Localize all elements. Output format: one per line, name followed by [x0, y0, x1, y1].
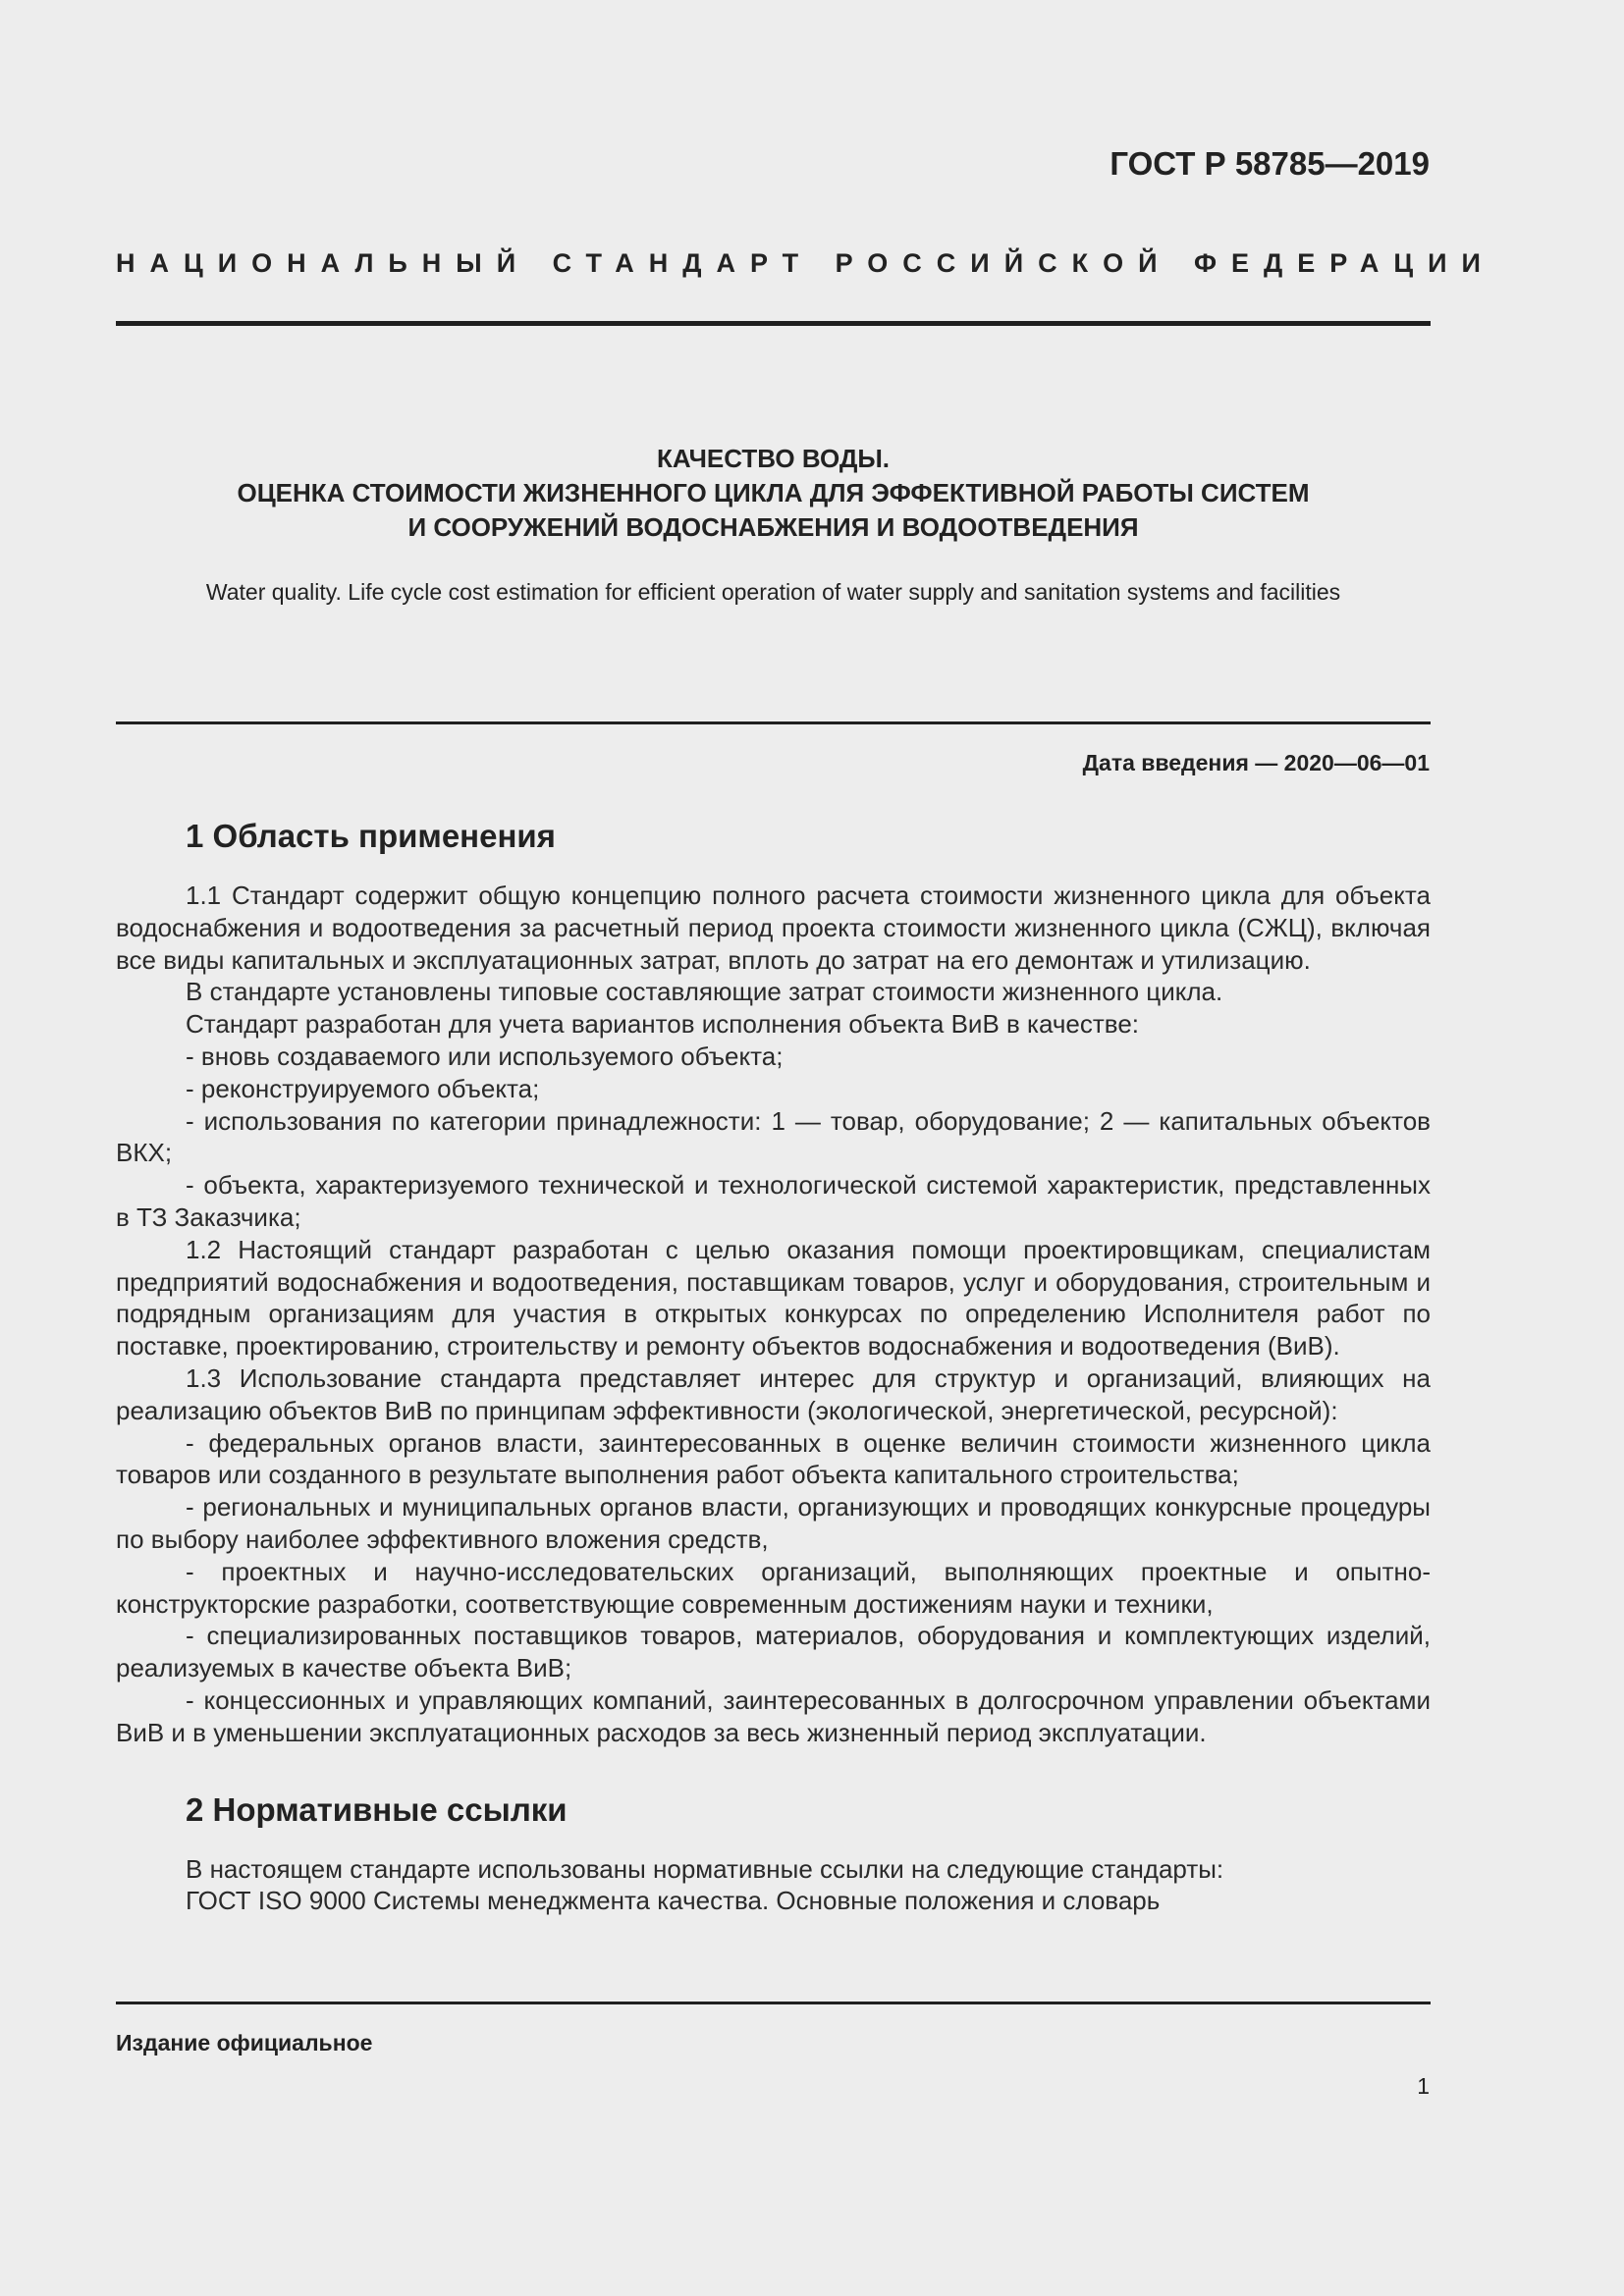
document-title-ru — [116, 442, 1431, 545]
list-item: - проектных и научно-исследовательских организаций, выполняющих проектные и опытно-конструкторские разработки, соответствующие современным достижениям науки и техники, — [116, 1556, 1431, 1619]
list-item: - объекта, характеризуемого технической и технологической системой характеристик, представленных в ТЗ Заказчика; — [116, 1170, 1431, 1232]
reference-item: ГОСТ ISO 9000 Системы менеджмента качества. Основные положения и словарь — [186, 1886, 1161, 1916]
paragraph: В стандарте установлены типовые составляющие затрат стоимости жизненного цикла. — [186, 977, 1223, 1007]
paragraph: Стандарт разработан для учета вариантов исполнения объекта ВиВ в качестве: — [186, 1009, 1140, 1040]
title-divider — [116, 721, 1431, 724]
list-item: - использования по категории принадлежности: 1 — товар, оборудование; 2 — капитальных объектов ВКХ; — [116, 1105, 1431, 1168]
edition-label: Издание официальное — [116, 2030, 373, 2056]
list-item: - реконструируемого объекта; — [186, 1073, 540, 1103]
paragraph: 1.3 Использование стандарта представляет интерес для структур и организаций, влияющих на реализацию объектов ВиВ по принципам эффективности (экологической, энергетической, ресурсной): — [116, 1362, 1431, 1425]
title-line-3: И СООРУЖЕНИЙ ВОДОСНАБЖЕНИЯ И ВОДООТВЕДЕНИЯ — [407, 512, 1139, 542]
paragraph: 1.1 Стандарт содержит общую концепцию полного расчета стоимости жизненного цикла для объекта водоснабжения и водоотведения за расчетный период проекта стоимости жизненного цикла (СЖЦ), включая все виды капитальных и эксплуатационных затрат, вплоть до затрат на его демонтаж и утилизацию. — [116, 881, 1431, 975]
document-title-en: Water quality. Life cycle cost estimation for efficient operation of water supply and sanitation systems and facilities — [205, 579, 1341, 605]
section-heading-scope: 1 Область применения — [186, 818, 556, 854]
title-line-1: КАЧЕСТВО ВОДЫ. — [656, 444, 891, 473]
list-item: - вновь создаваемого или используемого объекта; — [186, 1041, 784, 1071]
list-item: - специализированных поставщиков товаров, материалов, оборудования и комплектующих изделий, реализуемых в качестве объекта ВиВ; — [116, 1621, 1431, 1683]
header-divider — [116, 321, 1431, 326]
title-line-2: ОЦЕНКА СТОИМОСТИ ЖИЗНЕННОГО ЦИКЛА ДЛЯ ЭФФЕКТИВНОЙ РАБОТЫ СИСТЕМ — [237, 478, 1310, 507]
list-item: - региональных и муниципальных органов власти, организующих и проводящих конкурсные процедуры по выбору наиболее эффективного вложения средств, — [116, 1492, 1431, 1554]
paragraph: 1.2 Настоящий стандарт разработан с целью оказания помощи проектировщикам, специалистам предприятий водоснабжения и водоотведения, поставщикам товаров, услуг и оборудования, строительным и подрядным организациям для участия в открытых конкурсах по определению Исполнителя работ по поставке, проектированию, строительству и ремонту объектов водоснабжения и водоотведения (ВиВ). — [116, 1234, 1431, 1362]
list-item: - концессионных и управляющих компаний, заинтересованных в долгосрочном управлении объектами ВиВ и в уменьшении эксплуатационных расходов за весь жизненный период эксплуатации. — [116, 1684, 1431, 1747]
list-item: - федеральных органов власти, заинтересованных в оценке величин стоимости жизненного цикла товаров или созданного в результате выполнения работ объекта капитального строительства; — [116, 1427, 1431, 1490]
paragraph: В настоящем стандарте использованы нормативные ссылки на следующие стандарты: — [186, 1853, 1224, 1884]
introduction-date: Дата введения — 2020—06—01 — [1082, 750, 1430, 775]
national-standard-header: НАЦИОНАЛЬНЫЙ СТАНДАРТ РОССИЙСКОЙ ФЕДЕРАЦИИ — [116, 248, 1495, 278]
page-number: 1 — [1417, 2073, 1430, 2099]
document-number: ГОСТ Р 58785—2019 — [1110, 145, 1430, 182]
section-heading-normative-references: 2 Нормативные ссылки — [186, 1790, 568, 1828]
footer-divider — [116, 2002, 1431, 2004]
document-body — [116, 817, 1431, 1917]
